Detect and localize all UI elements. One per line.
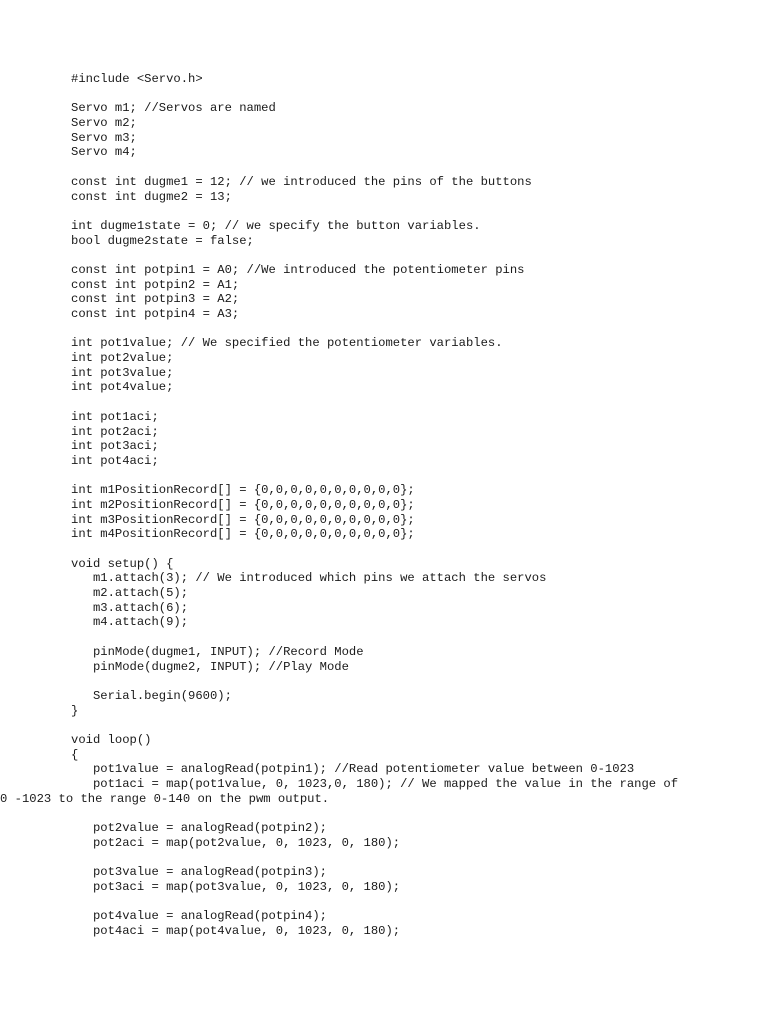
blank-line [71,674,711,689]
blank-line [71,204,711,219]
code-line: const int dugme2 = 13; [71,189,232,204]
code-line: int m4PositionRecord[] = {0,0,0,0,0,0,0,0,0,0}; [71,527,415,542]
code-line: Servo m2; [71,116,137,131]
code-line: void setup() { [71,556,174,571]
blank-line [71,469,711,484]
code-line: void loop() [71,732,152,747]
blank-line [71,806,711,821]
blank-line [71,248,711,263]
blank-line [71,718,711,733]
code-line: Serial.begin(9600); [71,688,232,703]
blank-line [71,395,711,410]
code-listing [0,72,711,939]
code-line: int pot1aci; [71,409,159,424]
code-line: int m1PositionRecord[] = {0,0,0,0,0,0,0,0,0,0}; [71,483,415,498]
code-line: Servo m1; //Servos are named [71,101,276,116]
code-line: pot4aci = map(pot4value, 0, 1023, 0, 180); [71,923,401,938]
code-line: m1.attach(3); // We introduced which pins we attach the servos [71,571,547,586]
code-line: const int potpin1 = A0; //We introduced the potentiometer pins [71,262,525,277]
code-line: m2.attach(5); [71,586,189,601]
code-line: pot3aci = map(pot3value, 0, 1023, 0, 180); [71,879,401,894]
code-line: pot1aci = map(pot1value, 0, 1023,0, 180); // We mapped the value in the range of [71,777,679,791]
code-line: int m2PositionRecord[] = {0,0,0,0,0,0,0,0,0,0}; [71,497,415,512]
code-line: int dugme1state = 0; // we specify the button variables. [71,218,481,233]
code-line: pot3value = analogRead(potpin3); [71,865,327,880]
blank-line [71,895,711,910]
code-line: pinMode(dugme2, INPUT); //Play Mode [71,659,349,674]
blank-line [71,630,711,645]
code-line: const int potpin4 = A3; [71,307,240,321]
code-line: const int dugme1 = 12; // we introduced the pins of the buttons [71,174,532,189]
code-line: pot4value = analogRead(potpin4); [71,909,327,924]
code-line: Servo m3; [71,130,137,145]
code-line: Servo m4; [71,145,137,160]
code-line: pot1value = analogRead(potpin1); //Read potentiometer value between 0-1023 [71,762,635,777]
code-line: int pot4value; [71,380,174,395]
code-line: int pot4aci; [71,453,159,468]
code-line: int pot2value; [71,351,174,366]
blank-line [71,850,711,865]
blank-line [71,87,711,102]
code-line: pot2aci = map(pot2value, 0, 1023, 0, 180); [71,835,401,850]
code-line: bool dugme2state = false; [71,233,254,248]
code-line: int pot3aci; [71,439,159,454]
code-line: int pot2aci; [71,424,159,439]
blank-line [71,160,711,175]
code-line: { [71,747,79,762]
code-line: int m3PositionRecord[] = {0,0,0,0,0,0,0,0,0,0}; [71,512,415,527]
code-line: const int potpin3 = A2; [71,292,240,307]
blank-line [71,542,711,557]
code-line: int pot3value; [71,365,174,380]
code-line: pinMode(dugme1, INPUT); //Record Mode [71,644,364,659]
code-line: int pot1value; // We specified the potentiometer variables. [71,336,503,351]
code-line: 0 -1023 to the range 0-140 on the pwm output. [0,791,330,806]
code-line: } [71,703,79,718]
code-line: const int potpin2 = A1; [71,277,240,292]
code-line: m3.attach(6); [71,600,189,615]
code-line: pot2value = analogRead(potpin2); [71,821,327,836]
code-line: #include <Servo.h> [71,72,203,86]
blank-line [71,322,711,337]
code-line: m4.attach(9); [71,615,189,630]
